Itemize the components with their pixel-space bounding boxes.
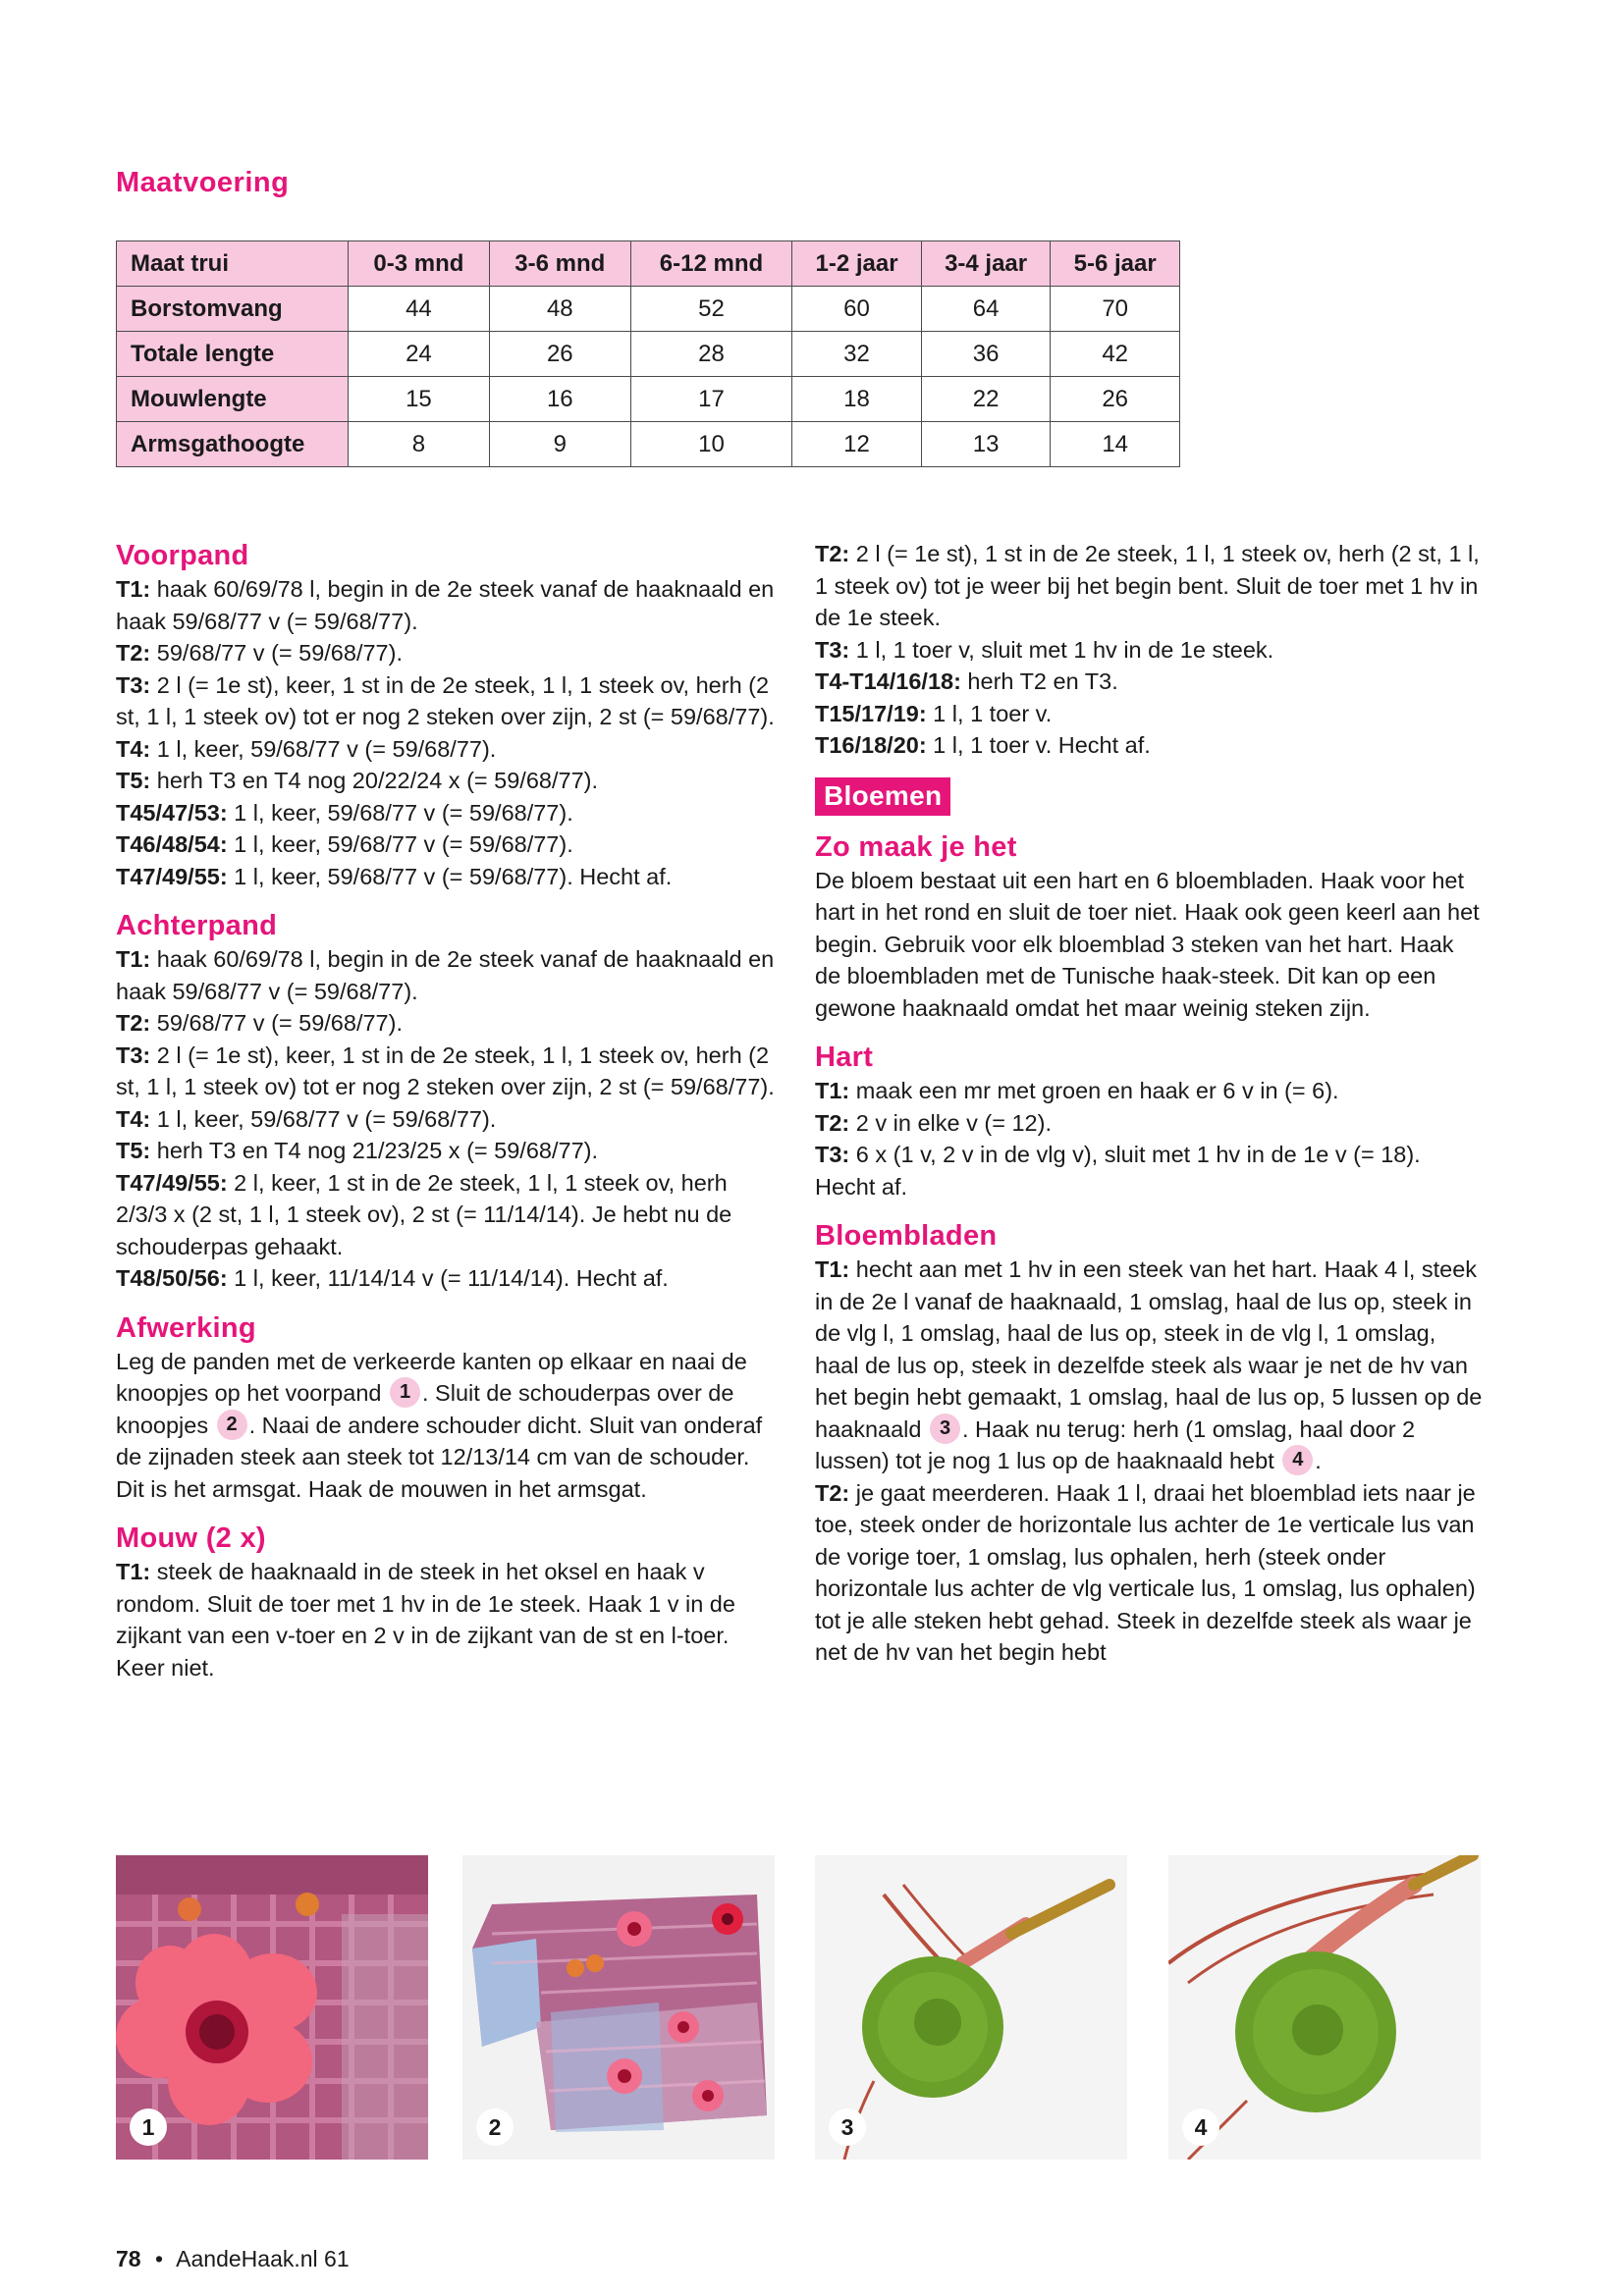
instruction-line: T3: 2 l (= 1e st), keer, 1 st in de 2e steek, 1 l, 1 steek ov, herh (2 st, 1 l, 1 steek ov) tot er nog 2 steken over zijn, 2 st (= 59/68/77). — [116, 671, 775, 729]
instruction-line: T5: herh T3 en T4 nog 21/23/25 x (= 59/68/77). — [116, 1138, 598, 1163]
photo-number: 4 — [1182, 2109, 1219, 2146]
instruction-line: T2: je gaat meerderen. Haak 1 l, draai het bloemblad iets naar je toe, steek onder de horizontale lus achter de 1e verticale lus van de vorige toer, 1 omslag, lus ophalen, herh (steek onder horizontale lus achter de vlg verticale lus, 1 omslag, lus ophalen) tot je alle steken hebt gehad. Steek in dezelfde steek als waar je net de hv van het begin hebt — [815, 1479, 1476, 1665]
flower-closeup-photo — [116, 1855, 428, 2160]
section-heading-bloembladen: Bloembladen — [815, 1220, 998, 1252]
photo-ref-badge: 1 — [390, 1377, 420, 1408]
right-column — [815, 538, 1483, 1669]
row-label: Borstomvang — [117, 287, 349, 332]
instruction-line: T47/49/55: 2 l, keer, 1 st in de 2e steek, 1 l, 1 steek ov, herh 2/3/3 x (2 st, 1 l, 1 steek ov), 2 st (= 11/14/14). Je hebt nu de schouderpas gehaakt. — [116, 1169, 732, 1259]
table-row — [117, 332, 1180, 377]
table-cell: 48 — [489, 287, 630, 332]
instruction-line: T48/50/56: 1 l, keer, 11/14/14 v (= 11/14/14). Hecht af. — [116, 1265, 669, 1291]
instruction-line: T5: herh T3 en T4 nog 20/22/24 x (= 59/68/77). — [116, 768, 598, 793]
instruction-line: T15/17/19: 1 l, 1 toer v. — [815, 700, 1053, 726]
instruction-line: T4: 1 l, keer, 59/68/77 v (= 59/68/77). — [116, 1105, 497, 1132]
magazine-issue: AandeHaak.nl 61 — [176, 2246, 350, 2271]
left-column — [116, 538, 784, 1683]
green-circle-hook-photo — [815, 1855, 1127, 2160]
table-header: 0-3 mnd — [349, 241, 490, 287]
instruction-line: T3: 6 x (1 v, 2 v in de vlg v), sluit met 1 hv in de 1e v (= 18). Hecht af. — [815, 1142, 1421, 1200]
instruction-line: T2: 2 v in elke v (= 12). — [815, 1109, 1052, 1136]
photo-ref-badge: 3 — [930, 1414, 960, 1444]
table-cell: 9 — [489, 422, 630, 467]
table-cell: 44 — [349, 287, 490, 332]
section-heading-achterpand: Achterpand — [116, 910, 278, 941]
row-label: Armsgathoogte — [117, 422, 349, 467]
table-header: Maat trui — [117, 241, 349, 287]
instruction-line: T3: 1 l, 1 toer v, sluit met 1 hv in de 1e steek. — [815, 636, 1274, 663]
instruction-line: T3: 2 l (= 1e st), keer, 1 st in de 2e steek, 1 l, 1 steek ov, herh (2 st, 1 l, 1 steek ov) tot er nog 2 steken over zijn, 2 st (= 59/68/77). — [116, 1041, 775, 1099]
instruction-line: T45/47/53: 1 l, keer, 59/68/77 v (= 59/68/77). — [116, 799, 573, 826]
section-heading-hart: Hart — [815, 1041, 874, 1073]
table-cell: 42 — [1051, 332, 1180, 377]
instruction-line: T46/48/54: 1 l, keer, 59/68/77 v (= 59/68/77). — [116, 831, 573, 857]
table-header: 5-6 jaar — [1051, 241, 1180, 287]
instruction-line: T4: 1 l, keer, 59/68/77 v (= 59/68/77). — [116, 735, 497, 762]
table-cell: 17 — [630, 377, 792, 422]
table-cell: 22 — [921, 377, 1051, 422]
row-label: Mouwlengte — [117, 377, 349, 422]
section-heading-mouw: Mouw (2 x) — [116, 1522, 266, 1554]
page-footer — [116, 2246, 350, 2272]
instruction-line: T1: haak 60/69/78 l, begin in de 2e steek vanaf de haaknaald en haak 59/68/77 v (= 59/68/77). — [116, 576, 775, 634]
paragraph-afwerking: Leg de panden met de verkeerde kanten op elkaar en naai de knoopjes op het voorpand 1 . Sluit de schouderpas over de knoopjes 2 . Naai de andere schouder dicht. Sluit van onderaf de zijnaden steek aan steek tot 12/13/14 cm van de schouder. Dit is het armsgat. Haak de mouwen in het armsgat. — [116, 1348, 763, 1502]
instruction-line: T47/49/55: 1 l, keer, 59/68/77 v (= 59/68/77). Hecht af. — [116, 863, 673, 889]
table-header: 3-4 jaar — [921, 241, 1051, 287]
section-heading-afwerking: Afwerking — [116, 1311, 256, 1344]
paragraph-intro: De bloem bestaat uit een hart en 6 bloembladen. Haak voor het hart in het rond en sluit de toer niet. Haak ook geen keerl aan het begin. Gebruik voor elk bloemblad 3 steken van het hart. Haak de bloembladen met de Tunische haak-steek. Dit kan op een gewone haaknaald omdat het maar weinig steken zijn. — [815, 867, 1480, 1021]
instruction-line: T1: hecht aan met 1 hv in een steek van het hart. Haak 4 l, steek in de 2e l vanaf de haaknaald, 1 omslag, haal de lus op, steek in de vlg l, 1 omslag, haal de lus op, steek in de vlg l, 1 omslag, haal de lus op, steek in dezelfde steek als waar je net de hv van het begin hebt gemaakt, 1 omslag, haal de lus op, 5 lussen op de haaknaald 3 . Haak nu terug: herh (1 omslag, haal door 2 lussen) tot je nog 1 lus op de haaknaald hebt 4 . — [815, 1254, 1483, 1477]
table-cell: 52 — [630, 287, 792, 332]
table-cell: 24 — [349, 332, 490, 377]
photo-number: 3 — [829, 2109, 866, 2146]
table-row — [117, 287, 1180, 332]
table-cell: 10 — [630, 422, 792, 467]
instruction-line: T2: 59/68/77 v (= 59/68/77). — [116, 1010, 403, 1036]
photo-ref-badge: 4 — [1282, 1445, 1313, 1475]
table-header: 3-6 mnd — [489, 241, 630, 287]
photo-ref-badge: 2 — [217, 1410, 247, 1440]
table-cell: 64 — [921, 287, 1051, 332]
section-tag-bloemen: Bloemen — [815, 777, 950, 816]
instruction-line: T2: 59/68/77 v (= 59/68/77). — [116, 640, 403, 666]
section-heading-zo-maak-je-het: Zo maak je het — [815, 830, 1017, 863]
instruction-line: T16/18/20: 1 l, 1 toer v. Hecht af. — [815, 732, 1151, 758]
table-cell: 12 — [792, 422, 922, 467]
instruction-line: T4-T14/16/18: herh T2 en T3. — [815, 668, 1118, 694]
table-cell: 32 — [792, 332, 922, 377]
table-cell: 18 — [792, 377, 922, 422]
table-header: 6-12 mnd — [630, 241, 792, 287]
footer-separator: • — [154, 2246, 164, 2271]
table-header: 1-2 jaar — [792, 241, 922, 287]
size-table — [116, 240, 1180, 467]
page-number: 78 — [116, 2246, 141, 2271]
table-cell: 16 — [489, 377, 630, 422]
table-cell: 13 — [921, 422, 1051, 467]
row-label: Totale lengte — [117, 332, 349, 377]
table-cell: 14 — [1051, 422, 1180, 467]
table-cell: 8 — [349, 422, 490, 467]
page-title: Maatvoering — [116, 167, 290, 198]
table-row — [117, 422, 1180, 467]
table-cell: 26 — [1051, 377, 1180, 422]
table-cell: 70 — [1051, 287, 1180, 332]
table-cell: 28 — [630, 332, 792, 377]
instruction-line: T1: steek de haaknaald in de steek in het oksel en haak v rondom. Sluit de toer met 1 hv in de 1e steek. Haak 1 v in de zijkant van een v-toer en 2 v in de zijkant van de st en l-toer. Keer niet. — [116, 1559, 735, 1681]
section-heading-voorpand: Voorpand — [116, 540, 249, 571]
table-row — [117, 377, 1180, 422]
photo-number: 2 — [476, 2109, 514, 2146]
green-circle-chain-photo — [1168, 1855, 1481, 2160]
table-header-row — [117, 241, 1180, 287]
instruction-line: T2: 2 l (= 1e st), 1 st in de 2e steek, 1 l, 1 steek ov, herh (2 st, 1 l, 1 steek ov) tot je weer bij het begin bent. Sluit de toer met 1 hv in de 1e steek. — [815, 541, 1480, 630]
photo-number: 1 — [130, 2109, 167, 2146]
table-cell: 26 — [489, 332, 630, 377]
instruction-line: T1: maak een mr met groen en haak er 6 v in (= 6). — [815, 1078, 1339, 1103]
sweater-photo — [462, 1855, 775, 2160]
instruction-line: T1: haak 60/69/78 l, begin in de 2e steek vanaf de haaknaald en haak 59/68/77 v (= 59/68/77). — [116, 946, 775, 1004]
table-cell: 15 — [349, 377, 490, 422]
table-cell: 60 — [792, 287, 922, 332]
table-cell: 36 — [921, 332, 1051, 377]
